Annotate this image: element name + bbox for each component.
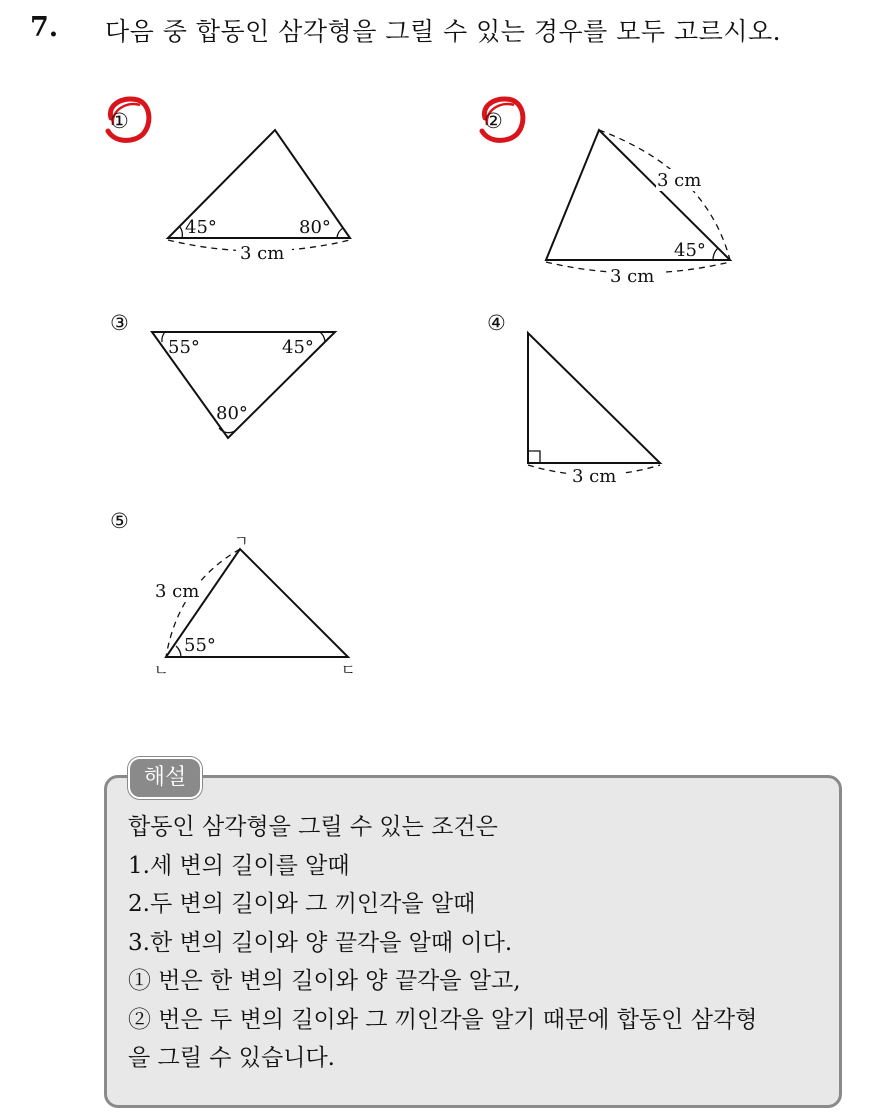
solution-line: 2.두 변의 길이와 그 끼인각을 알때	[128, 891, 476, 917]
vertex-label: ㄷ	[341, 661, 356, 679]
right-angle-mark	[528, 451, 540, 463]
option-marker: ④	[487, 311, 506, 335]
side-label: 3 cm	[155, 581, 200, 602]
solution-line: 3.한 변의 길이와 양 끝각을 알때 이다.	[128, 929, 513, 956]
angle-arc	[320, 332, 325, 342]
option-marker: ③	[110, 311, 129, 335]
option-2[interactable]	[482, 99, 730, 287]
solution-badge: 해설	[128, 757, 202, 799]
solution-line: ② 번은 두 변의 길이와 그 끼인각을 알기 때문에 합동인 삼각형	[128, 1006, 758, 1033]
option-1[interactable]	[108, 99, 350, 264]
question-text: 다음 중 합동인 삼각형을 그릴 수 있는 경우를 모두 고르시오.	[105, 17, 782, 46]
question-number: 7.	[30, 12, 59, 43]
angle-arc	[162, 332, 165, 342]
solution-line: 을 그릴 수 있습니다.	[128, 1045, 335, 1071]
option-marker: ⑤	[110, 509, 129, 533]
angle-arc	[176, 646, 181, 657]
solution-line: 합동인 삼각형을 그릴 수 있는 조건은	[128, 814, 498, 840]
angle-arc	[337, 228, 343, 238]
option-5	[110, 509, 356, 679]
vertex-label: ㄱ	[234, 532, 249, 550]
option-marker: ①	[110, 109, 129, 133]
option-marker: ②	[484, 109, 503, 133]
solution-line: 1.세 변의 길이를 알때	[128, 852, 350, 879]
angle-label: 45°	[282, 337, 314, 358]
option-4	[487, 311, 660, 487]
angle-label: 80°	[216, 403, 248, 424]
vertex-label: ㄴ	[154, 661, 169, 679]
triangle	[528, 333, 660, 463]
side-label: 3 cm	[240, 243, 285, 264]
option-3	[110, 311, 335, 438]
angle-label: 45°	[185, 217, 217, 238]
solution-text	[128, 808, 828, 1078]
angle-arc	[180, 227, 182, 238]
angle-arc	[713, 248, 718, 260]
angle-label: 45°	[674, 240, 706, 261]
angle-label: 55°	[168, 337, 200, 358]
side-label: 3 cm	[610, 266, 655, 287]
angle-label: 55°	[184, 635, 216, 656]
solution-line: ① 번은 한 변의 길이와 양 끝각을 알고,	[128, 968, 521, 994]
side-label: 3 cm	[572, 466, 617, 487]
side-label: 3 cm	[657, 170, 702, 191]
angle-label: 80°	[299, 217, 331, 238]
